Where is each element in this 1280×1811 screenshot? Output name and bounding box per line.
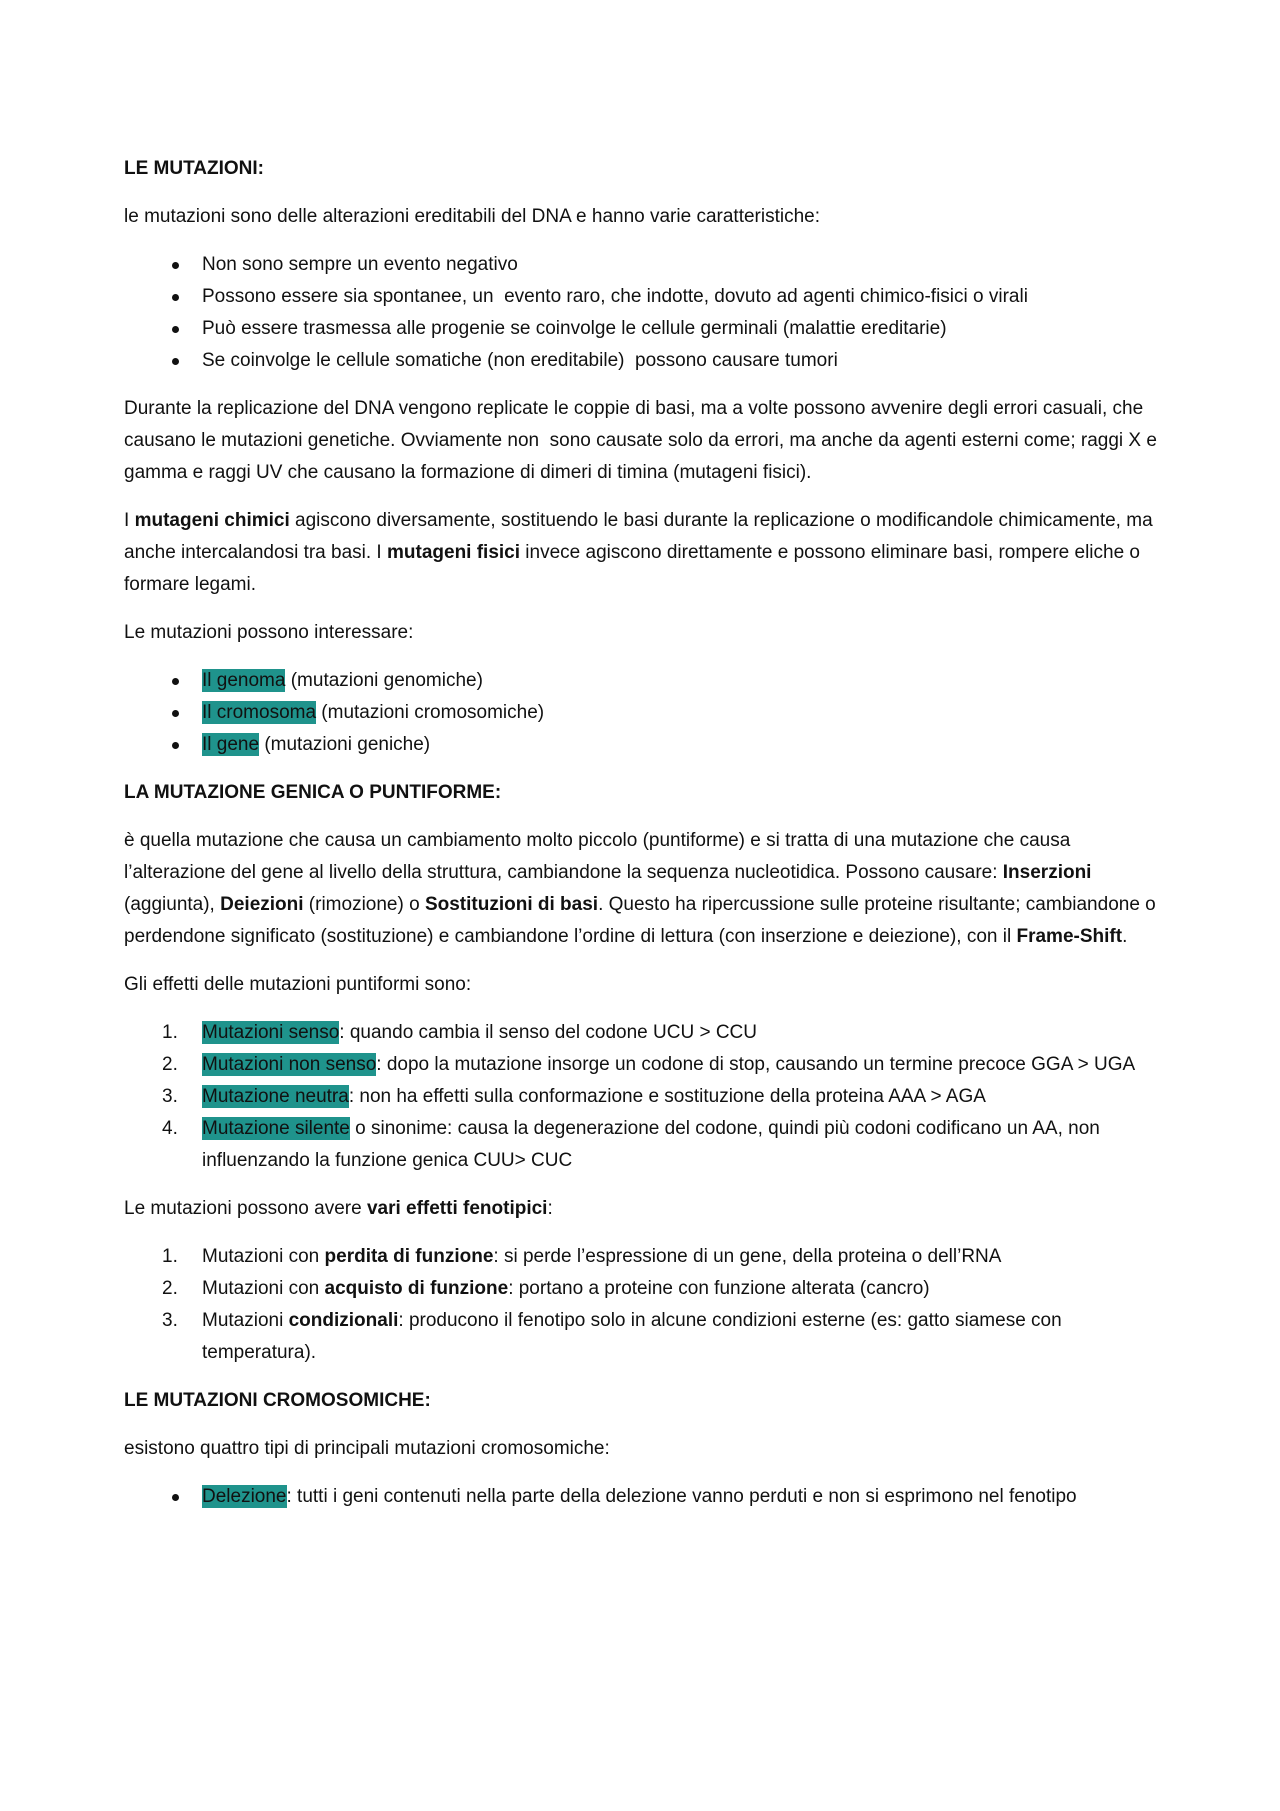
levels-intro-text: Le mutazioni possono interessare: [124,622,414,643]
heading-text: LE MUTAZIONI CROMOSOMICHE: [124,1390,431,1411]
text-segment: agiscono diversamente, sostituendo le basi durante la replicazione o modificandole chimicamente, ma anche intercalandosi tra basi. I [124,510,1158,563]
bullet-icon [172,326,179,333]
bullet-icon [172,294,179,301]
phenotypic-intro [124,1193,1164,1225]
title-text: LE MUTAZIONI: [124,158,265,179]
list-number: 1. [162,1246,178,1267]
list-item [124,1049,1164,1081]
list-item-text: o sinonime: causa la degenerazione del codone, quindi più codoni codificano un AA, non influenzando la funzione genica CUU> CUC [202,1118,1106,1171]
list-item-text: (mutazioni cromosomiche) [316,702,545,723]
list-number: 3. [162,1310,178,1331]
bullet-icon [172,678,179,685]
list-item [124,1481,1164,1513]
intro-text: le mutazioni sono delle alterazioni ereditabili del DNA e hanno varie caratteristiche: [124,206,820,227]
bullet-icon [172,358,179,365]
bullet-icon [172,710,179,717]
list-item-text: Non sono sempre un evento negativo [202,254,518,275]
bold-term: vari effetti fenotipici [366,1198,548,1219]
bullet-icon [172,742,179,749]
text-segment: I [124,510,135,531]
effects-intro [124,969,1164,1001]
bold-term: Frame-Shift [1016,926,1123,947]
highlighted-term: Il gene [202,734,260,755]
highlighted-term: Mutazione neutra [202,1086,349,1107]
list-item [124,249,1164,281]
bullet-icon [172,262,179,269]
text-segment: Mutazioni [202,1310,289,1331]
list-item-text: (mutazioni geniche) [259,734,431,755]
highlighted-term: Il genoma [202,670,286,691]
text-segment: Le mutazioni possono avere [124,1198,367,1219]
section-title-chromosomal [124,1385,1164,1417]
list-item [124,281,1164,313]
list-item [124,1081,1164,1113]
list-number: 4. [162,1118,178,1139]
mutagens-paragraph [124,505,1164,601]
genic-paragraph [124,825,1164,953]
highlighted-term: Mutazioni non senso [202,1054,377,1075]
levels-intro [124,617,1164,649]
text-segment: è quella mutazione che causa un cambiamento molto piccolo (puntiforme) e si tratta di una mutazione che causa l’alterazione del gene al livello della struttura, cambiandone la sequenza nucleotidica. Possono causare: [124,830,1076,883]
effects-intro-text: Gli effetti delle mutazioni puntiformi sono: [124,974,472,995]
chromosomal-intro [124,1433,1164,1465]
bold-term: mutageni chimici [134,510,290,531]
chromosomal-list [124,1481,1164,1513]
bullet-icon [172,1494,179,1501]
section-title-mutazioni [124,153,1164,185]
phenotypic-list [124,1241,1164,1369]
chromosomal-intro-text: esistono quattro tipi di principali mutazioni cromosomiche: [124,1438,610,1459]
highlighted-term: Delezione [202,1486,287,1507]
text-segment: (rimozione) o [303,894,425,915]
replication-paragraph [124,393,1164,489]
text-segment: Mutazioni con [202,1246,325,1267]
list-item [124,697,1164,729]
list-item-text: : si perde l’espressione di un gene, della proteina o dell’RNA [493,1246,1002,1267]
list-item-text: Può essere trasmessa alle progenie se coinvolge le cellule germinali (malattie ereditarie) [202,318,947,339]
list-item-text: : tutti i geni contenuti nella parte della delezione vanno perduti e non si esprimono nel fenotipo [286,1486,1077,1507]
text-segment: Mutazioni con [202,1278,325,1299]
text-segment: . [1122,926,1128,947]
bold-term: perdita di funzione [324,1246,494,1267]
text-segment: (aggiunta), [124,862,1097,915]
effects-list [124,1017,1164,1177]
list-item [124,1113,1164,1177]
text-segment: : [547,1198,553,1219]
section-title-genic [124,777,1164,809]
heading-text: LA MUTAZIONE GENICA O PUNTIFORME: [124,782,502,803]
list-item [124,1305,1164,1369]
bold-term: condizionali [288,1310,399,1331]
list-item-text: Possono essere sia spontanee, un evento raro, che indotte, dovuto ad agenti chimico-fisici o virali [202,286,1028,307]
list-item-text: Se coinvolge le cellule somatiche (non ereditabile) possono causare tumori [202,350,838,371]
list-item [124,1241,1164,1273]
list-number: 2. [162,1278,178,1299]
list-number: 2. [162,1054,178,1075]
characteristics-list [124,249,1164,377]
bold-term: Sostituzioni di basi [424,894,599,915]
list-number: 1. [162,1022,178,1043]
list-item-text: : dopo la mutazione insorge un codone di stop, causando un termine precoce GGA > UGA [376,1054,1136,1075]
intro-paragraph [124,201,1164,233]
list-number: 3. [162,1086,178,1107]
list-item-text: (mutazioni genomiche) [285,670,483,691]
list-item [124,1273,1164,1305]
bold-term: acquisto di funzione [324,1278,509,1299]
list-item [124,313,1164,345]
highlighted-term: Mutazioni senso [202,1022,340,1043]
list-item [124,345,1164,377]
list-item-text: : non ha effetti sulla conformazione e sostituzione della proteina AAA > AGA [348,1086,986,1107]
list-item [124,729,1164,761]
bold-term: Deiezioni [220,894,304,915]
highlighted-term: Il cromosoma [202,702,317,723]
list-item-text: : quando cambia il senso del codone UCU > CCU [339,1022,757,1043]
text-segment: . Questo ha ripercussione sulle proteine risultante; cambiandone o perdendone significato (sostituzione) e cambiandone l’ordine di lettura (con inserzione e deiezione), con il [124,894,1162,947]
text-segment: invece agiscono direttamente e possono eliminare basi, rompere eliche o formare legami. [124,542,1146,595]
list-item-text: : producono il fenotipo solo in alcune condizioni esterne (es: gatto siamese con temperatura). [202,1310,1067,1363]
bold-term: Inserzioni [1002,862,1092,883]
list-item [124,1017,1164,1049]
list-item [124,665,1164,697]
list-item-text: : portano a proteine con funzione alterata (cancro) [508,1278,930,1299]
highlighted-term: Mutazione silente [202,1118,350,1139]
replication-text: Durante la replicazione del DNA vengono replicate le coppie di basi, ma a volte possono avvenire degli errori casuali, che causano le mutazioni genetiche. Ovviamente non sono causate solo da errori, ma anche da agenti esterni come; raggi X e gamma e raggi UV che causano la formazione di dimeri di timina (mutageni fisici). [124,398,1163,483]
bold-term: mutageni fisici [387,542,521,563]
levels-list [124,665,1164,761]
